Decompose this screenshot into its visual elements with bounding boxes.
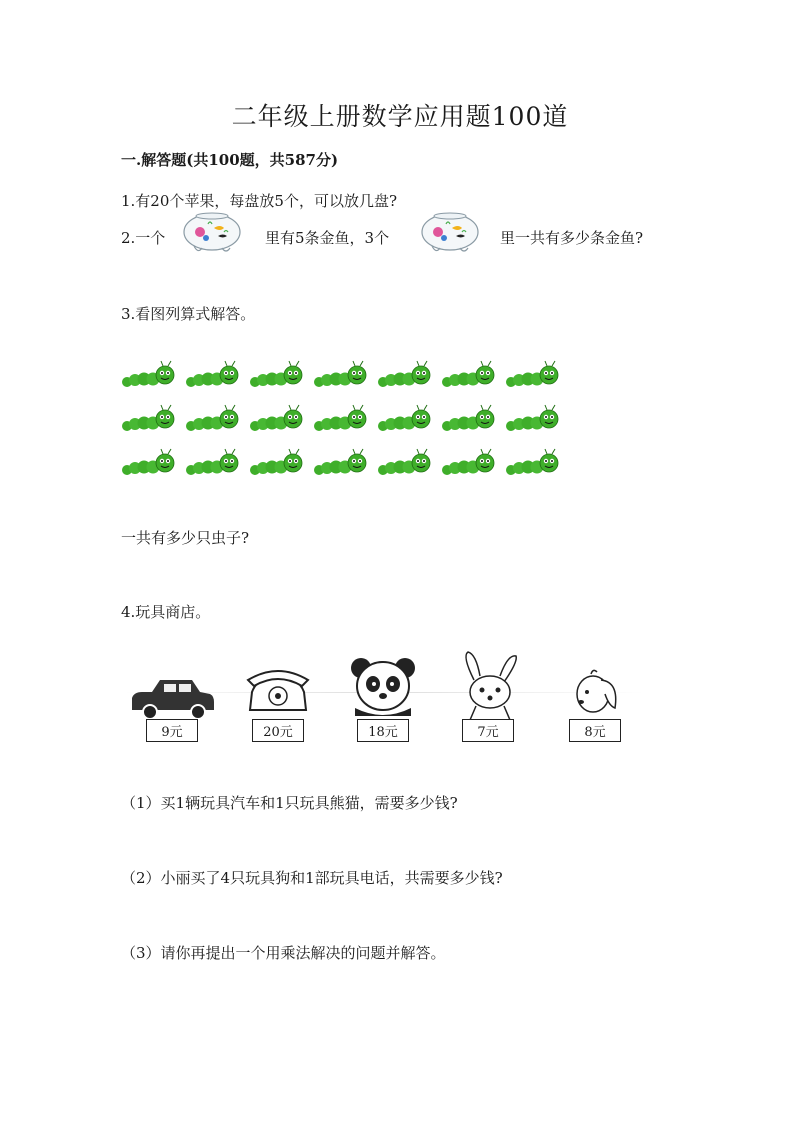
toy-car (122, 646, 222, 742)
question-4-label: 4.玩具商店。 (121, 603, 211, 621)
toy-car-price: 9元 (146, 719, 198, 742)
caterpillar-icon (313, 360, 369, 392)
toy-dog-icon (545, 646, 645, 726)
caterpillar-icon (185, 448, 241, 480)
caterpillar-icon (249, 448, 305, 480)
caterpillar-icon (377, 360, 433, 392)
question-2-part1: 2.一个 (121, 229, 166, 247)
caterpillar-icon (249, 404, 305, 436)
caterpillar-icon (441, 360, 497, 392)
question-1: 1.有20个苹果，每盘放5个，可以放几盘? (121, 192, 397, 210)
question-3-label: 3.看图列算式解答。 (121, 305, 256, 323)
section-heading: 一.解答题(共100题，共587分) (121, 151, 339, 169)
page-title: 二年级上册数学应用题100道 (231, 102, 569, 131)
toy-telephone-price: 20元 (252, 719, 304, 742)
caterpillar-icon (249, 360, 305, 392)
question-2-part2: 里有5条金鱼，3个 (265, 229, 390, 247)
caterpillar-icon (505, 360, 561, 392)
toy-panda (333, 646, 433, 742)
toy-rabbit (438, 646, 538, 742)
caterpillar-grid (121, 360, 571, 485)
caterpillar-icon (185, 404, 241, 436)
toy-dog (545, 646, 645, 742)
caterpillar-icon (441, 448, 497, 480)
toy-panda-icon (333, 646, 433, 726)
caterpillar-icon (121, 404, 177, 436)
caterpillar-icon (441, 404, 497, 436)
caterpillar-icon (377, 404, 433, 436)
fishbowl-icon (418, 208, 482, 256)
question-2-part3: 里一共有多少条金鱼? (500, 229, 644, 247)
question-4-sub1: （1）买1辆玩具汽车和1只玩具熊猫，需要多少钱? (121, 794, 458, 812)
caterpillar-icon (505, 404, 561, 436)
question-4-sub2: （2）小丽买了4只玩具狗和1部玩具电话，共需要多少钱? (121, 869, 503, 887)
caterpillar-icon (185, 360, 241, 392)
toy-telephone (228, 646, 328, 742)
fishbowl-icon (180, 208, 244, 256)
toy-rabbit-icon (438, 646, 538, 726)
toy-dog-price: 8元 (569, 719, 621, 742)
question-4-sub3: （3）请你再提出一个用乘法解决的问题并解答。 (121, 944, 446, 962)
toy-telephone-icon (228, 646, 328, 726)
question-3-prompt: 一共有多少只虫子? (121, 529, 250, 547)
caterpillar-icon (313, 448, 369, 480)
caterpillar-icon (377, 448, 433, 480)
caterpillar-icon (313, 404, 369, 436)
toy-car-icon (122, 646, 222, 726)
caterpillar-icon (505, 448, 561, 480)
caterpillar-icon (121, 360, 177, 392)
toy-rabbit-price: 7元 (462, 719, 514, 742)
toy-panda-price: 18元 (357, 719, 409, 742)
caterpillar-icon (121, 448, 177, 480)
